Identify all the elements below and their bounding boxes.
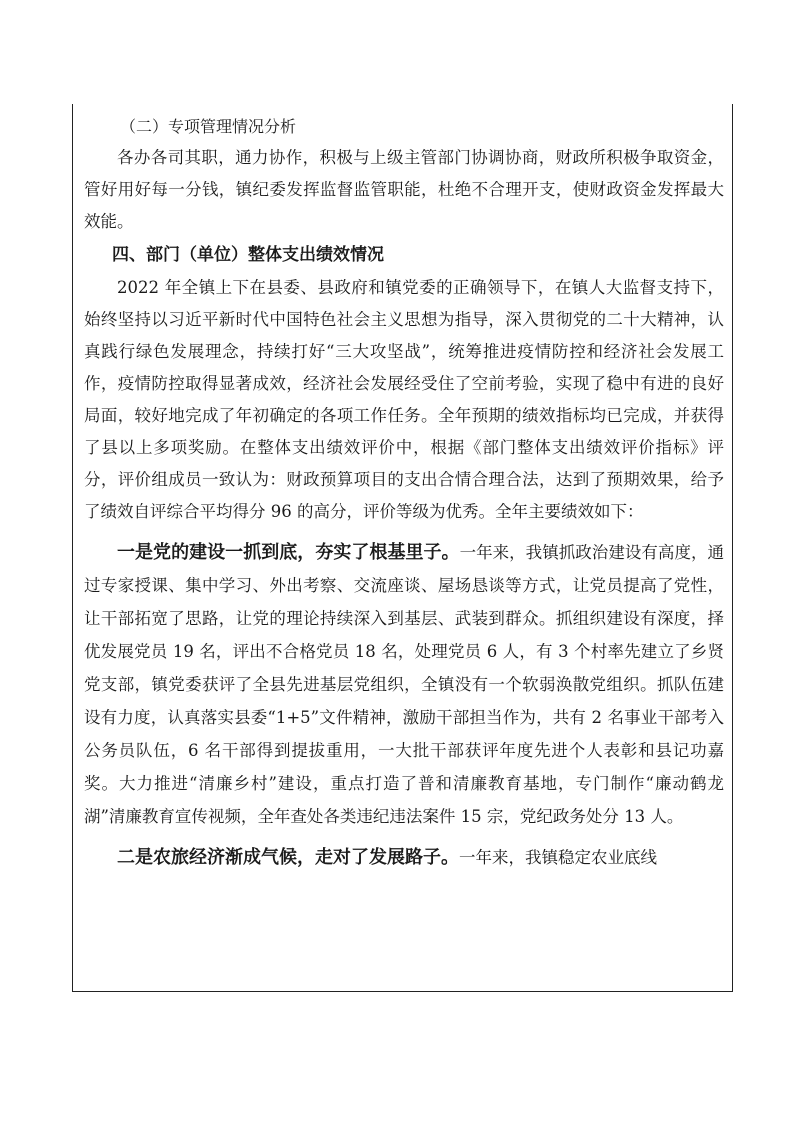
item-1-lead: 一是党的建设一抓到底，夯实了根基里子。 bbox=[117, 542, 460, 563]
document-body bbox=[84, 112, 724, 874]
section-4-body: 2022 年全镇上下在县委、县政府和镇党委的正确领导下，在镇人大监督支持下，始终坚持以习近平新时代中国特色社会主义思想为指导，深入贯彻党的二十大精神，认真践行绿色发展理念，持续打好“三大攻坚战”，统筹推进疫情防控和经济社会发展工作，疫情防控取得显著成效，经济社会发展经受住了空前考验，实现了稳中有进的良好局面，较好地完成了年初确定的各项工作任务。全年预期的绩效指标均已完成，并获得了县以上多项奖励。在整体支出绩效评价中，根据《部门整体支出绩效评价指标》评分，评价组成员一致认为：财政预算项目的支出合情合理合法，达到了预期效果，给予了绩效自评综合平均得分 96 的高分，评价等级为优秀。全年主要绩效如下： bbox=[84, 278, 724, 521]
item-1-paragraph bbox=[84, 536, 724, 833]
section-2-body: 各办各司其职，通力协作，积极与上级主管部门协调协商，财政所积极争取资金，管好用好每一分钱，镇纪委发挥监督监管职能，杜绝不合理开支，使财政资金发挥最大效能。 bbox=[84, 148, 724, 231]
section-4-title: 四、部门（单位）整体支出绩效情况 bbox=[112, 245, 384, 265]
item-2-paragraph bbox=[84, 841, 724, 874]
section-2-title: （二）专项管理情况分析 bbox=[120, 117, 297, 136]
item-2-body: 一年来，我镇稳定农业底线 bbox=[459, 848, 657, 867]
item-2-lead: 二是农旅经济渐成气候，走对了发展路子。 bbox=[117, 847, 459, 868]
item-1-body: 一年来，我镇抓政治建设有高度，通过专家授课、集中学习、外出考察、交流座谈、屋场恳谈等方式，让党员提高了党性，让干部拓宽了思路，让党的理论持续深入到基层、武装到群众。抓组织建设有深度，择优发展党员 19 名，评出不合格党员 18 名，处理党员 6 人，有 3 个村率先建立了乡贤党支部，镇党委获评了全县先进基层党组织，全镇没有一个软弱涣散党组织。抓队伍建设有力度，认真落实县委“1+5”文件精神，激励干部担当作为，共有 2 名事业干部考入公务员队伍，6 名干部得到提拔重用，一大批干部获评年度先进个人表彰和县记功嘉奖。大力推进“清廉乡村”建设，重点打造了普和清廉教育基地，专门制作“廉动鹤龙湖”清廉教育宣传视频，全年查处各类违纪违法案件 15 宗，党纪政务处分 13 人。 bbox=[84, 543, 725, 826]
